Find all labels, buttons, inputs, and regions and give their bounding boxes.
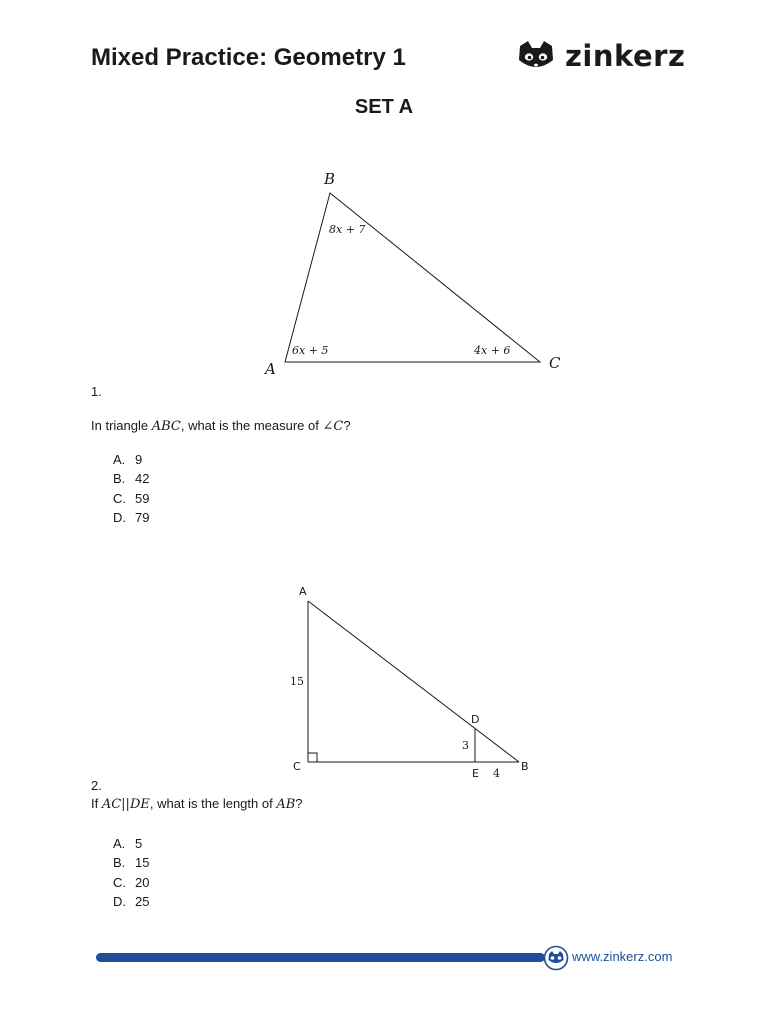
question-1-number: 1.: [91, 384, 102, 399]
option-c[interactable]: C. 59: [113, 490, 150, 506]
option-d[interactable]: D. 79: [113, 509, 150, 525]
footer-raccoon-icon: [543, 945, 569, 971]
footer-url-link[interactable]: www.zinkerz.com: [572, 949, 673, 964]
question-2-options: [113, 834, 149, 911]
vertex-label-b: B: [521, 760, 529, 773]
side-de-label: 3: [462, 739, 469, 752]
right-angle-marker: [308, 753, 317, 762]
option-a[interactable]: A. 5: [113, 836, 143, 851]
set-heading: SET A: [354, 96, 414, 118]
vertex-label-a: A: [265, 360, 276, 378]
side-ac-label: 15: [290, 675, 304, 688]
option-b[interactable]: B. 42: [113, 471, 150, 487]
vertex-label-c: C: [293, 760, 301, 773]
brand-name: zinkerz: [565, 38, 686, 73]
question-2-text: If AC||DE, what is the length of AB?: [91, 796, 303, 812]
vertex-label-e: E: [472, 767, 479, 780]
vertex-label-b: B: [324, 170, 336, 188]
page-title: Mixed Practice: Geometry 1: [91, 44, 406, 71]
option-a[interactable]: A. 9: [113, 452, 143, 467]
vertex-label-c: C: [549, 354, 561, 372]
question-2-number: 2.: [91, 778, 102, 793]
angle-b-label: 8x + 7: [329, 223, 366, 236]
footer-bar: [96, 953, 545, 962]
angle-a-label: 6x + 5: [292, 344, 329, 357]
side-eb-label: 4: [493, 767, 500, 780]
option-b[interactable]: B. 15: [113, 855, 150, 871]
option-d[interactable]: D. 25: [113, 893, 150, 909]
segment-ab: [308, 601, 519, 762]
angle-c-label: 4x + 6: [474, 344, 511, 357]
vertex-label-a: A: [299, 585, 307, 598]
option-c[interactable]: C. 20: [113, 874, 150, 890]
question-1-text: In triangle ABC, what is the measure of ∠C?: [91, 418, 351, 434]
vertex-label-d: D: [471, 713, 480, 726]
